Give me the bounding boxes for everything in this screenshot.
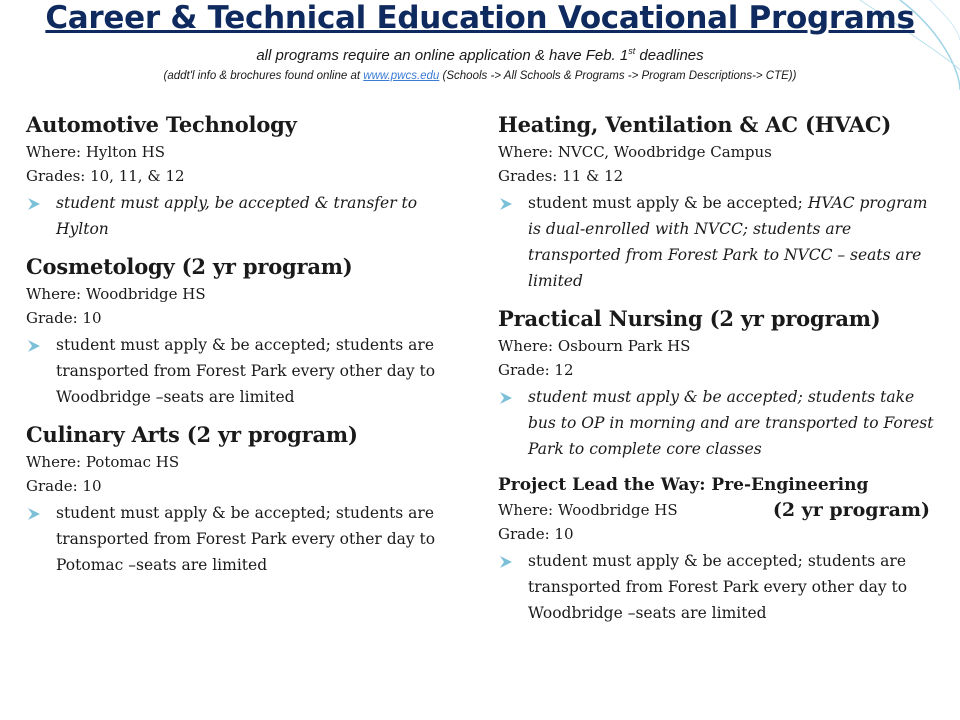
- program-note-text: student must apply & be accepted;: [528, 194, 808, 212]
- arrow-bullet-icon: [500, 556, 512, 568]
- subtitle: [0, 46, 960, 64]
- program-note: [26, 332, 466, 410]
- program-pltw: [498, 472, 938, 626]
- program-title: Automotive Technology: [26, 112, 297, 137]
- subtitle-sup: st: [628, 46, 636, 56]
- program-grades: Grade: 12: [498, 361, 574, 379]
- arrow-bullet-icon: [28, 508, 40, 520]
- program-where: Where: Osbourn Park HS: [498, 337, 691, 355]
- arrow-bullet-icon: [28, 198, 40, 210]
- program-note-text: student must apply & be accepted; students are transported from Forest Park every other day to Potomac –seats are limited: [56, 504, 436, 574]
- right-column: [498, 110, 938, 636]
- program-culinary: [26, 420, 466, 578]
- program-note-text: student must apply & be accepted; students are transported from Forest Park every other day to Woodbridge –seats are limited: [56, 336, 436, 406]
- pwcs-link[interactable]: www.pwcs.edu: [363, 70, 440, 82]
- program-title: Project Lead the Way: Pre-Engineering: [498, 475, 869, 495]
- arrow-bullet-icon: [500, 392, 512, 404]
- program-note: [498, 384, 938, 462]
- program-title: Cosmetology (2 yr program): [26, 254, 353, 279]
- program-note: [26, 190, 466, 242]
- page-title: Career & Technical Education Vocational Programs: [45, 0, 915, 36]
- arrow-bullet-icon: [500, 198, 512, 210]
- program-where: Where: Potomac HS: [26, 453, 180, 471]
- program-grades: Grade: 10: [26, 309, 102, 327]
- program-grades: Grade: 10: [498, 525, 574, 543]
- subtitle-suffix: deadlines: [635, 47, 704, 64]
- program-where: Where: Woodbridge HS: [26, 285, 206, 303]
- program-note-italic: HVAC program is dual-enrolled with NVCC; students are transported from Forest Park to NVCC – seats are limited: [528, 194, 928, 290]
- program-note-text: student must apply, be accepted & transfer to Hylton: [56, 194, 418, 238]
- program-automotive: [26, 110, 466, 242]
- program-where-row: [498, 498, 938, 522]
- arrow-bullet-icon: [28, 340, 40, 352]
- program-where: Where: NVCC, Woodbridge Campus: [498, 143, 772, 161]
- program-title: Practical Nursing (2 yr program): [498, 306, 881, 331]
- program-grades: Grade: 10: [26, 477, 102, 495]
- program-grades: Grades: 10, 11, & 12: [26, 167, 185, 185]
- program-title: Culinary Arts (2 yr program): [26, 422, 358, 447]
- program-cosmetology: [26, 252, 466, 410]
- program-where: Where: Woodbridge HS: [498, 501, 678, 519]
- program-note: [498, 190, 938, 294]
- program-note-text: student must apply & be accepted; students take bus to OP in morning and are transported to Forest Park to complete core classes: [528, 388, 934, 458]
- info-suffix: (Schools -> All Schools & Programs -> Program Descriptions-> CTE)): [439, 70, 797, 82]
- program-hvac: [498, 110, 938, 294]
- program-note-text: student must apply & be accepted; students are transported from Forest Park every other day to Woodbridge –seats are limited: [528, 552, 908, 622]
- subtitle-text: all programs require an online application & have Feb. 1: [256, 47, 629, 64]
- program-years: (2 yr program): [772, 499, 930, 521]
- program-grades: Grades: 11 & 12: [498, 167, 624, 185]
- program-nursing: [498, 304, 938, 462]
- program-where: Where: Hylton HS: [26, 143, 166, 161]
- program-note: [26, 500, 466, 578]
- info-prefix: (addt'l info & brochures found online at: [163, 70, 364, 82]
- program-note: [498, 548, 938, 626]
- info-line: [0, 70, 960, 82]
- left-column: [26, 110, 466, 588]
- program-title: Heating, Ventilation & AC (HVAC): [498, 112, 892, 137]
